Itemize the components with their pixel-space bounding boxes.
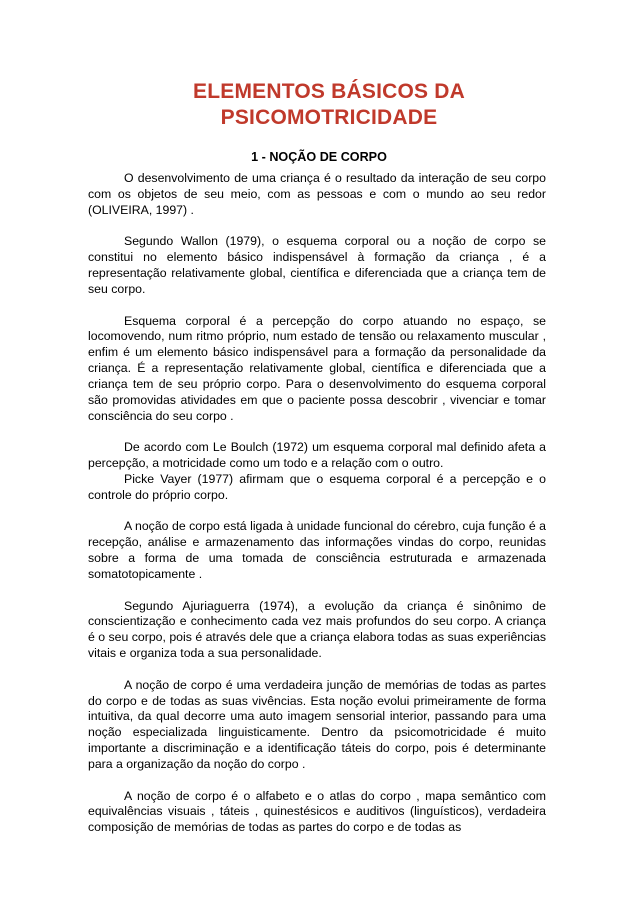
section-heading: 1 - NOÇÃO DE CORPO: [251, 150, 387, 164]
paragraph: A noção de corpo é o alfabeto e o atlas do corpo , mapa semântico com equivalências visuais , táteis , quinestésicos e auditivos (linguísticos), verdadeira composição de memórias de todas as partes do corpo e de todas as: [88, 788, 546, 835]
paragraph: A noção de corpo está ligada à unidade funcional do cérebro, cuja função é a recepção, análise e armazenamento das informações vindas do corpo, reunidas sobre a forma de uma tomada de consciência estruturada e armazenada somatotopicamente .: [88, 519, 546, 581]
paragraph: O desenvolvimento de uma criança é o resultado da interação de seu corpo com os objetos de seu meio, com as pessoas e com o mundo ao seu redor (OLIVEIRA, 1997) .: [88, 171, 546, 217]
paragraph: Esquema corporal é a percepção do corpo atuando no espaço, se locomovendo, num ritmo próprio, num estado de tensão ou relaxamento muscular , enfim é um elemento básico indispensável para a formação da personalidade da criança. É a representação relativamente global, científica e diferenciada que a criança tem de seu próprio corpo. Para o desenvolvimento do esquema corporal são promovidas atividades em que o paciente possa descobrir , vivenciar e tomar consciência do seu corpo .: [88, 313, 546, 423]
document-body: [88, 171, 546, 836]
paragraph: Segundo Wallon (1979), o esquema corporal ou a noção de corpo se constitui no elemento básico indispensável à formação da criança , é a representação relativamente global, científica e diferenciada que a criança tem de seu corpo.: [88, 234, 546, 296]
paragraph: Segundo Ajuriaguerra (1974), a evolução da criança é sinônimo de conscientização e conhecimento cada vez mais profundos do seu corpo. A criança é o seu corpo, pois é através dele que a criança elabora todas as suas experiências vitais e organiza toda a sua personalidade.: [88, 598, 546, 661]
document-title-line-2: PSICOMOTRICIDADE: [220, 106, 438, 129]
paragraph: A noção de corpo é uma verdadeira junção de memórias de todas as partes do corpo e de todas as suas vivências. Esta noção evolui primeiramente de forma intuitiva, da qual decorre uma auto imagem sensorial interior, passando para uma noção especializada linguisticamente. Dentro da psicomotricidade é muito importante a discriminação e a identificação táteis do corpo, pois é determinante para a organização da noção do corpo .: [88, 677, 546, 771]
paragraph: De acordo com Le Boulch (1972) um esquema corporal mal definido afeta a percepção, a motricidade como um todo e a relação com o outro.: [88, 440, 546, 471]
paragraph: Picke Vayer (1977) afirmam que o esquema corporal é a percepção e o controle do próprio corpo.: [88, 471, 546, 502]
document-title-line-1: ELEMENTOS BÁSICOS DA: [193, 80, 465, 103]
